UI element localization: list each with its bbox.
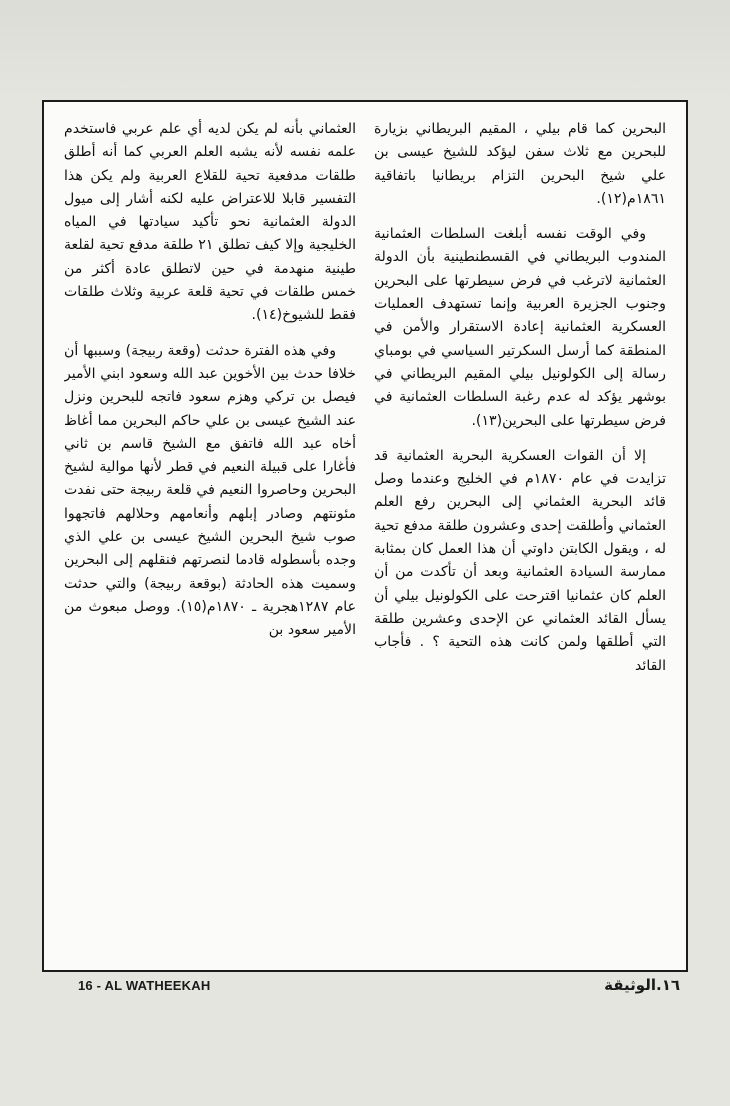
paragraph: وفي الوقت نفسه أبلغت السلطات العثمانية المندوب البريطاني في القسطنطينية بأن الدولة العثمانية لاترغب في فرض سيطرتها على البحرين وجنوب الجزيرة العربية وإنما تستهدف العمليات العسكرية العثمانية إعادة الاستقرار والأمن في المنطقة كما أرسل السكرتير السياسي في بومباي رسالة إلى الكولونيل بيلي المقيم البريطاني في بوشهر يؤكد له عدم رغبة السلطات العثمانية في فرض سيطرتها على البحرين(١٣). xyxy=(374,226,666,429)
paragraph: وفي هذه الفترة حدثت (وقعة ربيجة) وسببها أن خلافا حدث بين الأخوين عبد الله وسعود ابني الأمير فيصل بن تركي وهزم سعود فاتجه للبحرين ونزل عند الشيخ عيسى بن علي حاكم البحرين مما أغاظ أخاه عبد الله فاتفق مع الشيخ قاسم بن ثاني فأغارا على قبيلة النعيم في قطر لأنها موالية لشيخ البحرين وحاصروا النعيم في قلعة ربيجة حتى نفدت مئونتهم وصادر إبلهم وأنعامهم وحلالهم فاتجهوا صوب شيخ البحرين الشيخ عيسى بن علي الذي وجده بأسطوله قادما لنصرتهم فنقلهم إلى البحرين وسميت هذه الحادثة (بوقعة ربيجة) والتي حدثت عام ١٢٨٧هجرية ـ ١٨٧٠م(١٥). ووصل مبعوث من الأمير سعود بن xyxy=(64,342,356,639)
scan-background xyxy=(0,0,730,100)
footer-page-number-english: 16 - AL WATHEEKAH xyxy=(78,978,211,993)
footer-page-number-arabic: ١٦.الوثيقة xyxy=(604,976,680,994)
paragraph: إلا أن القوات العسكرية البحرية العثمانية قد تزايدت في عام ١٨٧٠م في الخليج وعندما وصل قائد البحرية العثماني إلى البحرين رفع العلم العثماني وأطلقت إحدى وعشرون طلقة مدفع تحية له ، ويقول الكابتن داوتي أن هذا العمل كان بمثابة ممارسة السيادة العثمانية وبعد أن تأكدت من أن العلم كان عثمانيا اقترحت على الكولونيل بيلي أن يسأل القائد العثماني عن الإحدى وعشرين طلقة التي أطلقها ولمن كانت هذه التحية ؟ . فأجاب القائد xyxy=(374,447,666,674)
paragraph: العثماني بأنه لم يكن لديه أي علم عربي فاستخدم علمه نفسه لأنه يشبه العلم العربي كما أنه أطلق طلقات مدفعية تحية للقلاع العربية ولم يكن هذا التفسير قابلا للاعتراض عليه لكنه أشار إلى ميول الدولة العثمانية نحو تأكيد سيادتها في المياه الخليجية وإلا كيف تطلق ٢١ طلقة مدفع تحية لقلعة طينية منهدمة في حين لاتطلق عادة أكثر من خمس طلقات في تحية قلعة عربية وثلاث طلقات فقط للشيوخ(١٤). xyxy=(64,121,356,324)
paragraph: البحرين كما قام بيلي ، المقيم البريطاني بزيارة للبحرين مع ثلاث سفن ليؤكد للشيخ عيسى بن علي شيخ البحرين التزام بريطانيا باتفاقية ١٨٦١م(١٢). xyxy=(374,121,666,207)
page-footer xyxy=(42,978,688,1004)
right-text-column xyxy=(374,118,666,958)
left-text-column xyxy=(64,118,356,958)
article-frame xyxy=(42,100,688,972)
